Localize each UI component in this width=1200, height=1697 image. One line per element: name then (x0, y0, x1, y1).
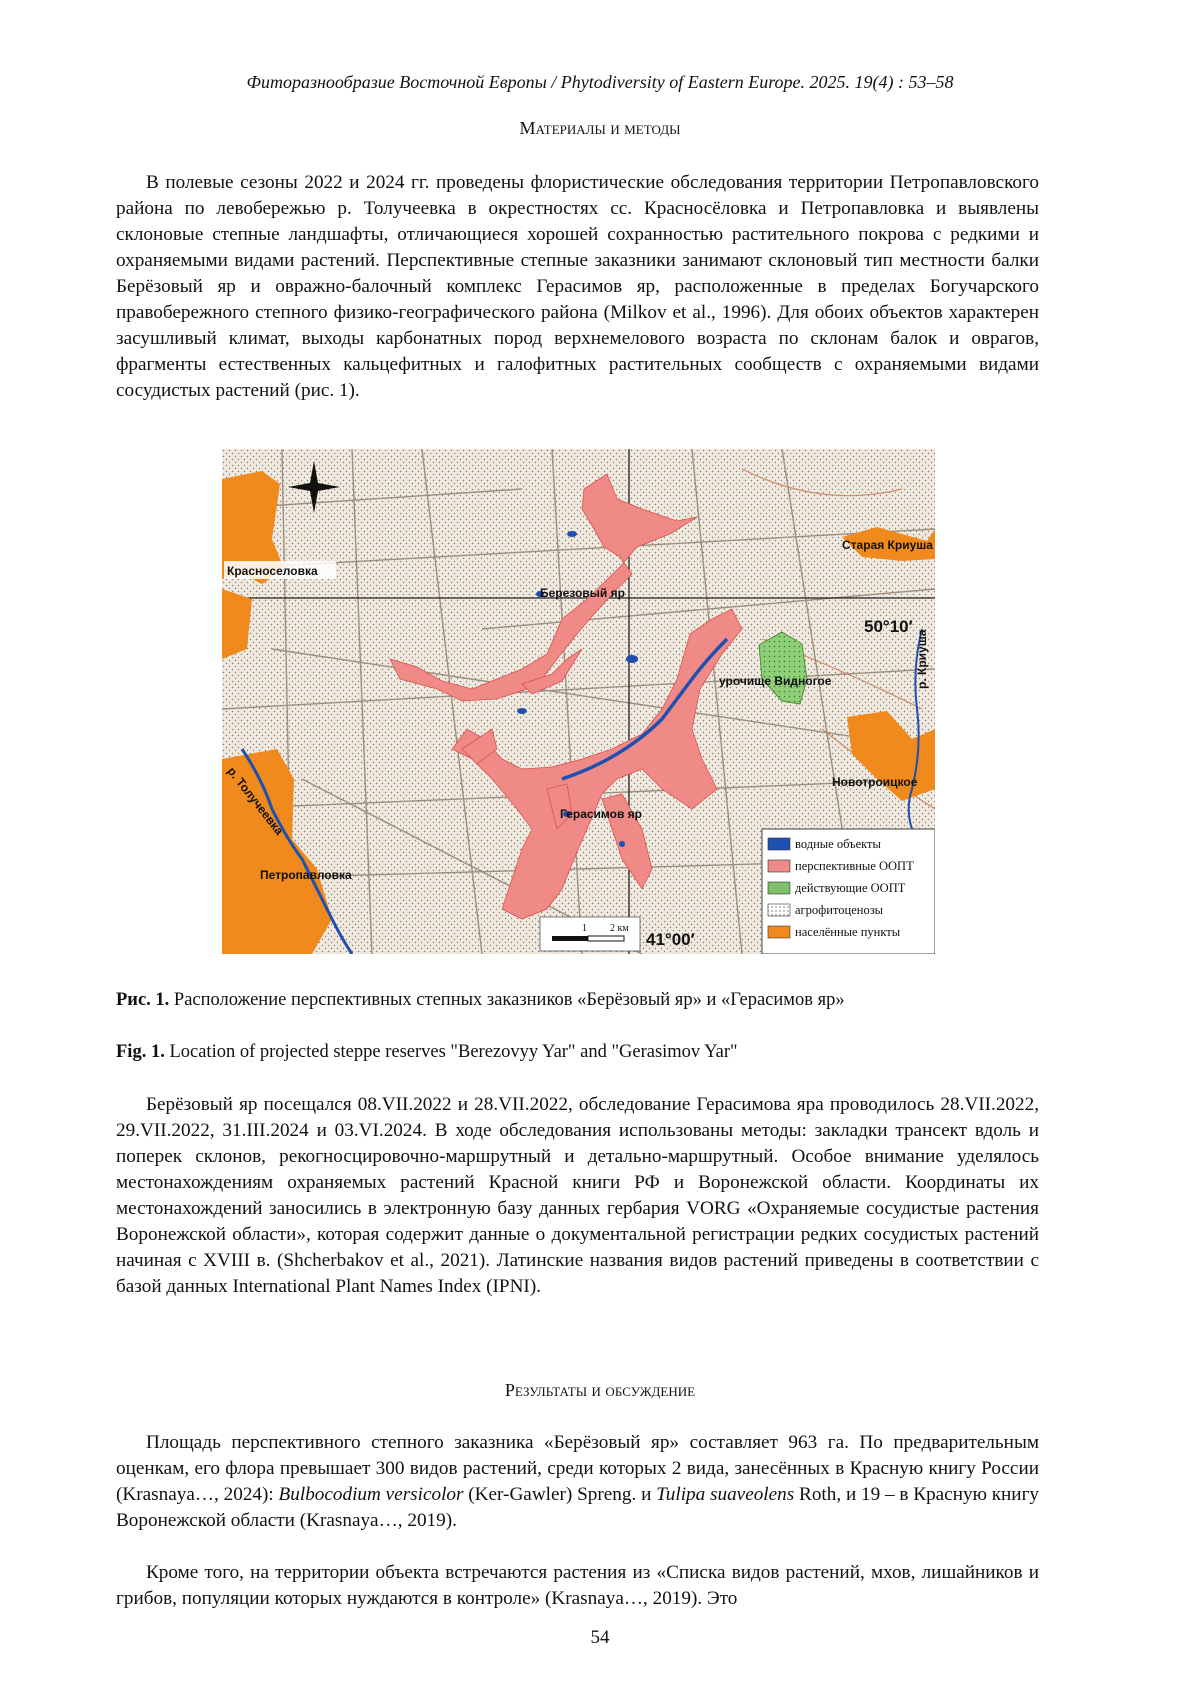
section-title-methods: Материалы и методы (519, 118, 681, 138)
caption-label-en: Fig. 1. (116, 1042, 165, 1062)
legend-label-active: действующие ООПТ (795, 881, 906, 895)
label-vidnogoe: урочище Видногое (719, 674, 832, 688)
page-number: 54 (590, 1627, 610, 1648)
legend-swatch-settlements (768, 926, 790, 938)
legend-label-water: водные объекты (795, 837, 881, 851)
paragraph-text: Берёзовый яр посещался 08.VII.2022 и 28.VII.2022, обследование Герасимова яра проводилось 28.VII.2022, 29.VII.2022, 31.III.2024 и 03.VI.2024. В ходе обследования использованы методы: закладки трансект вдоль и поперек склонов, рекогносцировочно-маршрутный и детально-маршрутный. Особое внимание уделялось местонахождениям охраняемых растений Красной книги РФ и Воронежской области. Координаты их местонахождений заносились в электронную базу данных гербария VORG «Охраняемые сосудистые растения Воронежской области», которая содержит данные о документальной регистрации редких сосудистых растений начиная с XVIII в. (Shcherbakov et al., 2021). Латинские названия видов растений приведены в соответствии с базой данных International Plant Names Index (IPNI). (116, 1094, 1039, 1297)
map-legend (762, 829, 935, 954)
legend-swatch-agro (768, 904, 790, 916)
legend-label-prospective: перспективные ООПТ (795, 859, 914, 873)
scale-label-2: 2 км (610, 923, 629, 934)
scale-bar-segment-1 (552, 936, 588, 941)
paragraph-text: Площадь перспективного степного заказника «Берёзовый яр» составляет 963 га. По предварительным оценкам, его флора превышает 300 видов растений, среди которых 2 вида, занесённых в Красную книгу России (Krasnaya…, 2024): (116, 1432, 1039, 1505)
label-kriusha-river: р. Криуша (915, 629, 929, 689)
label-novotroitskoe: Новотроицкое (832, 775, 918, 789)
legend-label-settlements: населённые пункты (795, 925, 901, 939)
legend-swatch-prospective (768, 860, 790, 872)
label-krasnoselovka: Красноселовка (227, 564, 318, 578)
running-head: Фиторазнообразие Восточной Европы / Phytodiversity of Eastern Europe. 2025. 19(4) : 53–58 (246, 72, 954, 92)
species-name: Bulbocodium versicolor (278, 1484, 464, 1505)
label-berezovyy-yar: Березовый яр (540, 586, 625, 600)
paragraph-methods-1 (116, 170, 1039, 404)
paragraph-text: Кроме того, на территории объекта встречаются растения из «Списка видов растений, мхов, лишайников и грибов, популяции которых нуждаются в контроле» (Krasnaya…, 2019). Это (116, 1562, 1039, 1609)
legend-label-agro: агрофитоценозы (795, 903, 884, 917)
section-title-results: Результаты и обсуждение (504, 1380, 696, 1400)
paragraph-methods-2 (116, 1092, 1039, 1300)
label-longitude: 41°00′ (646, 930, 695, 949)
label-gerasimov-yar: Герасимов яр (560, 807, 643, 821)
paragraph-results-1 (116, 1430, 1039, 1534)
legend-swatch-water (768, 838, 790, 850)
location-map (222, 449, 935, 954)
paragraph-results-2 (116, 1560, 1039, 1612)
scale-bar-segment-2 (588, 936, 624, 941)
label-latitude: 50°10′ (864, 617, 913, 636)
paragraph-text: (Ker-Gawler) Spreng. и (463, 1484, 657, 1505)
paragraph-text: Roth, и 19 – в Красную книгу Воронежской области (Krasnaya…, 2019). (116, 1484, 1040, 1531)
label-staraya-kriusha: Старая Криуша (842, 538, 933, 552)
label-petropavlovka: Петропавловка (260, 868, 352, 882)
caption-label-ru: Рис. 1. (116, 990, 170, 1010)
caption-text-en: Location of projected steppe reserves "Berezovyy Yar" and "Gerasimov Yar" (164, 1042, 738, 1062)
paragraph-text: В полевые сезоны 2022 и 2024 гг. проведены флористические обследования территории Петропавловского района по левобережью р. Толучеевка в окрестностях сс. Красносёловка и Петропавловка и выявлены склоновые степные ландшафты, отличающиеся хорошей сохранностью растительного покрова с редкими и охраняемыми видами растений. Перспективные степные заказники занимают склоновый тип местности балки Берёзовый яр и овражно-балочный комплекс Герасимов яр, расположенные в пределах Богучарского правобережного степного физико-географического района (Milkov et al., 1996). Для обоих объектов характерен засушливый климат, выходы карбонатных пород верхнемелового возраста по склонам балок и оврагов, фрагменты естественных кальцефитных и галофитных растительных сообществ с охраняемыми видами сосудистых растений (рис. 1). (116, 172, 1039, 401)
legend-swatch-active (768, 882, 790, 894)
species-name: Tulipa suaveolens (656, 1484, 795, 1505)
label-tolucheevka: р. Толучеевка (224, 764, 287, 838)
caption-text-ru: Расположение перспективных степных заказников «Берёзовый яр» и «Герасимов яр» (169, 990, 845, 1010)
figure-caption-ru (116, 988, 1066, 1012)
figure-caption-en (116, 1040, 1066, 1064)
scale-label-1: 1 (582, 923, 587, 934)
